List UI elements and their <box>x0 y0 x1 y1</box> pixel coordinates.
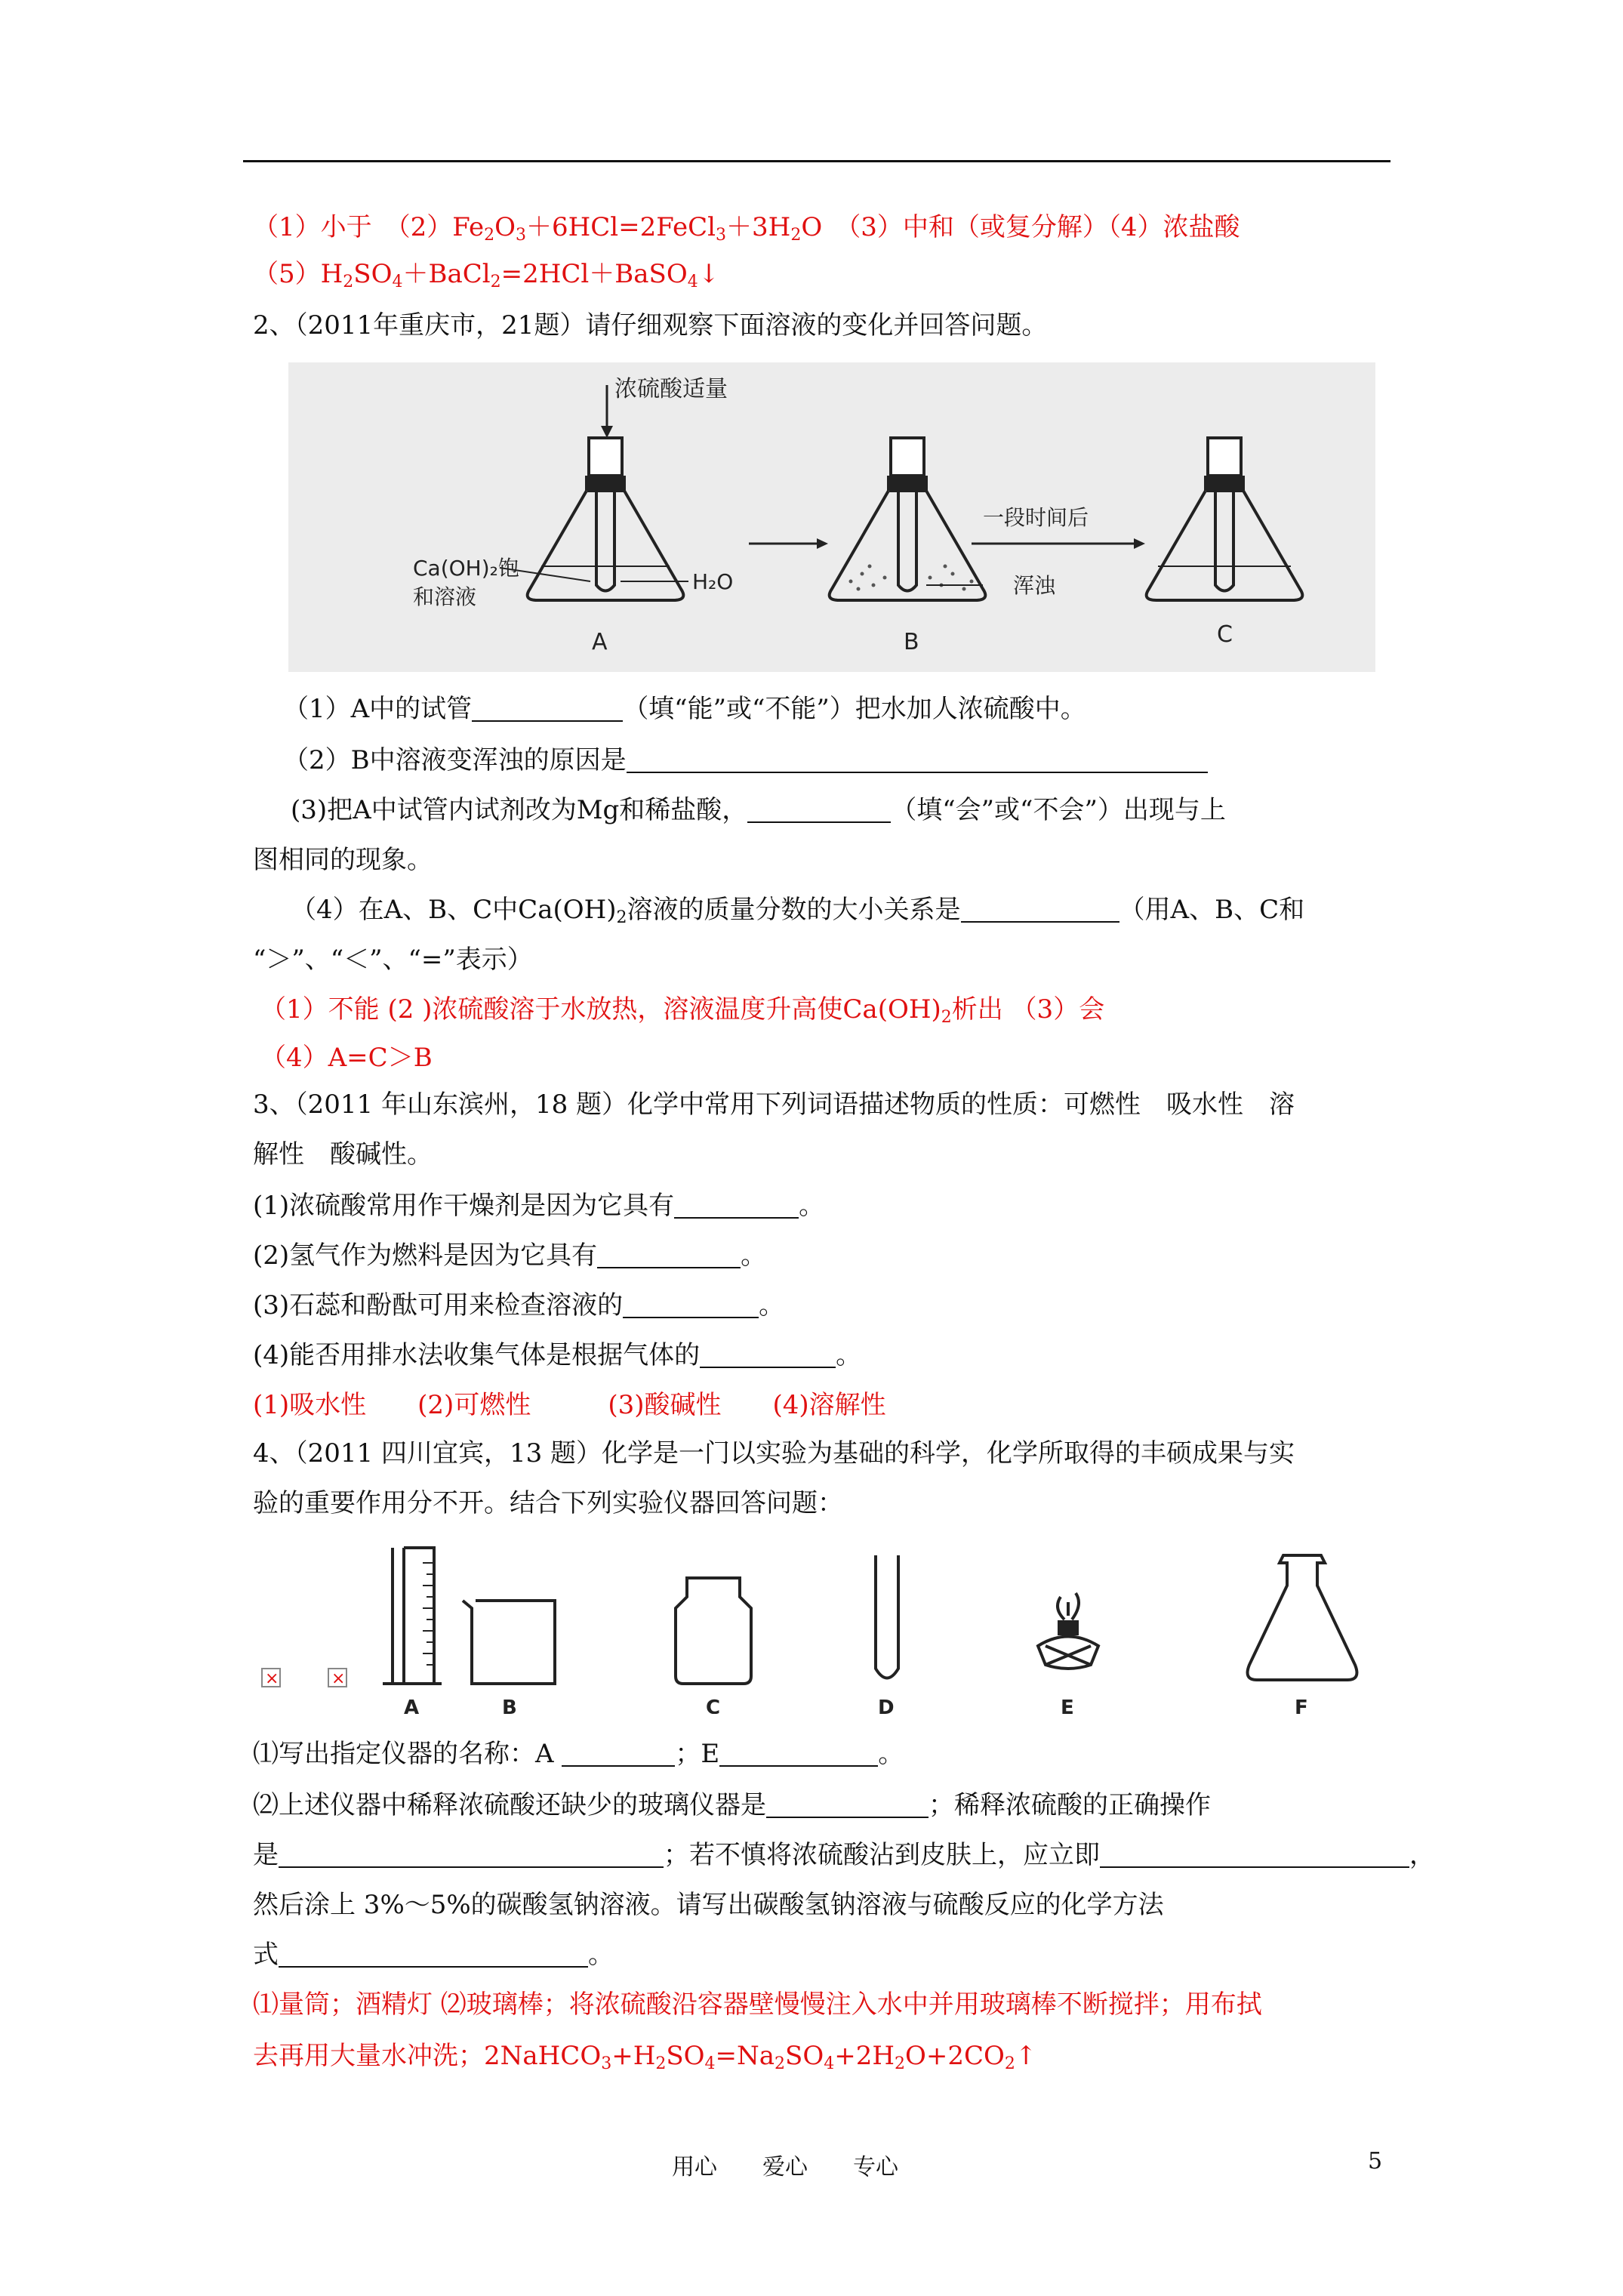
header-rule <box>243 160 1390 162</box>
q4-answer-line1: ⑴量筒；酒精灯 ⑵玻璃棒；将浓硫酸沿容器壁慢慢注入水中并用玻璃棒不断搅拌；用布拭 <box>253 1989 1262 2020</box>
q4-s2-cont: 是 ；若不慎将浓硫酸沾到皮肤上，应立即 ， <box>253 1840 1435 1870</box>
label-a: A <box>404 1697 420 1714</box>
q2-sub3-cont: 图相同的现象。 <box>253 845 433 875</box>
q2-sub2: （2）B中溶液变浑浊的原因是 <box>283 743 1208 778</box>
test-tube <box>876 1555 898 1678</box>
q2-answer-line1: （1）不能 (2 )浓硫酸溶于水放热，溶液温度升高使$Ca(OH)_2$析出 （3）会 <box>260 994 1105 1027</box>
blank-q2-3[interactable] <box>747 796 891 823</box>
blank-q4-glass[interactable] <box>766 1791 929 1818</box>
beaker <box>463 1601 555 1684</box>
q2-sub4: （4）在A、B、C中$Ca(OH)_2$溶液的质量分数的大小关系是 （用A、B、C和 <box>291 895 1305 927</box>
label-c: C <box>1217 621 1233 648</box>
blank-q2-4[interactable] <box>961 895 1119 923</box>
q4-apparatus-figure <box>253 1533 1385 1714</box>
q1-answer-line1: （1）小于 $(2)Fe_2O_3+6HCl=2FeCl_3+3H_2O$ （3）中和（或复分解）（4）浓盐酸 <box>253 212 1240 245</box>
label-b: B <box>904 629 919 655</box>
label-time: 一段时间后 <box>983 505 1089 530</box>
q4-s2-cont3: 式 。 <box>253 1940 614 1970</box>
label-solution-2: 和溶液 <box>413 584 477 609</box>
blank-q4-operation[interactable] <box>279 1841 664 1868</box>
q3-s2: (2)氢气作为燃料是因为它具有 。 <box>253 1240 767 1271</box>
q2-sub3: (3)把A中试管内试剂改为Mg和稀盐酸， （填“会”或“不会”）出现与上 <box>291 795 1226 825</box>
q4-answer-line2: 去再用大量水冲洗；$2NaHCO_3+H_2SO_4=Na_2SO_4+2H_2O+2CO_2↑$ <box>253 2041 1037 2073</box>
wide-mouth-bottle <box>676 1578 751 1684</box>
q3-s4: (4)能否用排水法收集气体是根据气体的 。 <box>253 1340 862 1370</box>
footer-motto: 用心 爱心 专心 <box>672 2154 898 2180</box>
q4-s2: ⑵上述仪器中稀释浓硫酸还缺少的玻璃仪器是 ；稀释浓硫酸的正确操作 <box>253 1790 1211 1820</box>
q4-title-1: 4、（2011 四川宜宾，13 题）化学是一门以实验为基础的科学，化学所取得的丰硕成果与实 <box>253 1438 1295 1469</box>
q2-answer-line2: （4）A=C＞B <box>260 1043 433 1073</box>
q4-s2-cont2: 然后涂上 3%～5%的碳酸氢钠溶液。请写出碳酸氢钠溶液与硫酸反应的化学方法 <box>253 1890 1164 1920</box>
label-acid: 浓硫酸适量 <box>614 376 728 402</box>
q2-sub1: （1）A中的试管 （填“能”或“不能”）把水加人浓硫酸中。 <box>283 694 1086 724</box>
broken-image-icon-1 <box>262 1669 280 1688</box>
cylinder-scale <box>423 1563 434 1665</box>
q2-sub4-cont: “＞”、“＜”、“=”表示） <box>253 945 533 975</box>
blank-q4-e[interactable] <box>719 1740 878 1767</box>
q3-s3: (3)石蕊和酚酞可用来检查溶液的 。 <box>253 1290 785 1321</box>
conical-flask <box>1248 1555 1357 1680</box>
blank-q4-equation[interactable] <box>279 1940 588 1968</box>
blank-q3-1[interactable] <box>674 1191 799 1219</box>
label-water: H₂O <box>692 569 734 594</box>
q4-s1: ⑴写出指定仪器的名称：A ；E 。 <box>253 1739 904 1769</box>
blank-q3-2[interactable] <box>597 1241 741 1268</box>
page-number: 5 <box>1368 2148 1383 2174</box>
q3-title-2: 解性 酸碱性。 <box>253 1139 433 1170</box>
q2-title: 2、（2011年重庆市，21题）请仔细观察下面溶液的变化并回答问题。 <box>253 310 1048 341</box>
blank-q4-skin[interactable] <box>1100 1841 1409 1868</box>
blank-q2-2[interactable] <box>627 746 1208 773</box>
label-f: F <box>1295 1697 1308 1714</box>
q3-title-1: 3、（2011 年山东滨州，18 题）化学中常用下列词语描述物质的性质：可燃性 吸水性 溶 <box>253 1089 1295 1120</box>
label-turbid: 浑浊 <box>1013 573 1056 598</box>
label-e: E <box>1061 1697 1074 1714</box>
label-a: A <box>592 629 608 655</box>
blank-q3-3[interactable] <box>623 1291 759 1318</box>
blank-q4-a[interactable] <box>562 1740 675 1767</box>
blank-q2-1[interactable] <box>472 695 623 722</box>
blank-q3-4[interactable] <box>700 1341 836 1368</box>
q4-title-2: 验的重要作用分不开。结合下列实验仪器回答问题： <box>253 1488 843 1518</box>
q1-answer-line2: $(5)H_2SO_4+BaCl_2=2HCl+BaSO_4↓$ <box>253 259 720 291</box>
svg-text:×: × <box>265 1669 279 1688</box>
broken-image-icon-2 <box>328 1669 346 1688</box>
label-b: B <box>502 1697 517 1714</box>
q3-s1: (1)浓硫酸常用作干燥剂是因为它具有 。 <box>253 1191 825 1221</box>
figure-background <box>288 362 1375 672</box>
graduated-cylinder <box>383 1548 442 1684</box>
label-solution-1: Ca(OH)₂饱 <box>413 556 519 581</box>
label-c: C <box>706 1697 721 1714</box>
label-d: D <box>878 1697 895 1714</box>
svg-text:×: × <box>331 1669 346 1688</box>
alcohol-lamp <box>1038 1593 1098 1669</box>
q3-answer: (1)吸水性 (2)可燃性 (3)酸碱性 (4)溶解性 <box>253 1390 886 1420</box>
q2-flask-figure <box>288 362 1375 672</box>
